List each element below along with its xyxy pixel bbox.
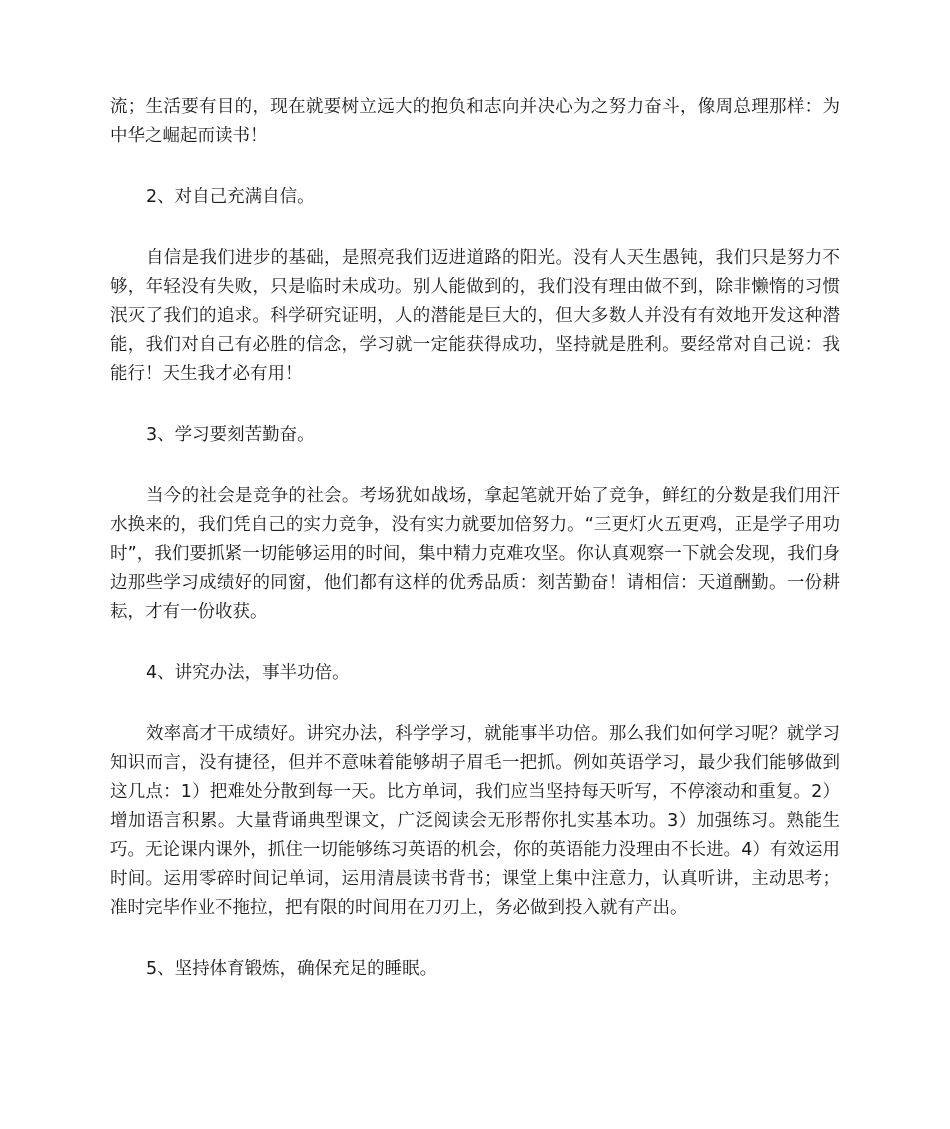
paragraph-methods: 效率高才干成绩好。讲究办法，科学学习，就能事半功倍。那么我们如何学习呢？就学习知识而言，没有捷径，但并不意味着能够胡子眉毛一把抓。例如英语学习，最少我们能够做到这几点：1）把难处分散到每一天。比方单词，我们应当坚持每天听写，不停滚动和重复。2）增加语言积累。大量背诵典型课文，广泛阅读会无形帮你扎实基本功。3）加强练习。熟能生巧。无论课内课外，抓住一切能够练习英语的机会，你的英语能力没理由不长进。4）有效运用时间。运用零碎时间记单词，运用清晨读书背书；课堂上集中注意力，认真听讲，主动思考；准时完毕作业不拖拉，把有限的时间用在刀刃上，务必做到投入就有产出。 [110, 724, 840, 918]
paragraph-goal-continuation: 流；生活要有目的，现在就要树立远大的抱负和志向并决心为之努力奋斗，像周总理那样：为中华之崛起而读书！ [110, 97, 840, 146]
section-heading-methods: 4、讲究办法，事半功倍。 [146, 663, 350, 683]
section-heading-diligence: 3、学习要刻苦勤奋。 [146, 425, 315, 445]
paragraph-confidence: 自信是我们进步的基础，是照亮我们迈进道路的阳光。没有人天生愚钝，我们只是努力不够，年轻没有失败，只是临时未成功。别人能做到的，我们没有理由做不到，除非懒惰的习惯泯灭了我们的追求。科学研究证明，人的潜能是巨大的，但大多数人并没有有效地开发这种潜能，我们对自己有必胜的信念，学习就一定能获得成功，坚持就是胜利。要经常对自己说：我能行！天生我才必有用！ [110, 248, 840, 384]
document-body [110, 93, 840, 1016]
section-heading-confidence: 2、对自己充满自信。 [146, 187, 315, 207]
paragraph-diligence: 当今的社会是竞争的社会。考场犹如战场，拿起笔就开始了竞争，鲜红的分数是我们用汗水换来的，我们凭自己的实力竞争，没有实力就要加倍努力。“三更灯火五更鸡，正是学子用功时”，我们要抓紧一切能够运用的时间，集中精力克难攻坚。你认真观察一下就会发现，我们身边那些学习成绩好的同窗，他们都有这样的优秀品质：刻苦勤奋！请相信：天道酬勤。一份耕耘，才有一份收获。 [110, 486, 840, 622]
section-heading-exercise-sleep: 5、坚持体育锻炼，确保充足的睡眠。 [146, 959, 438, 979]
